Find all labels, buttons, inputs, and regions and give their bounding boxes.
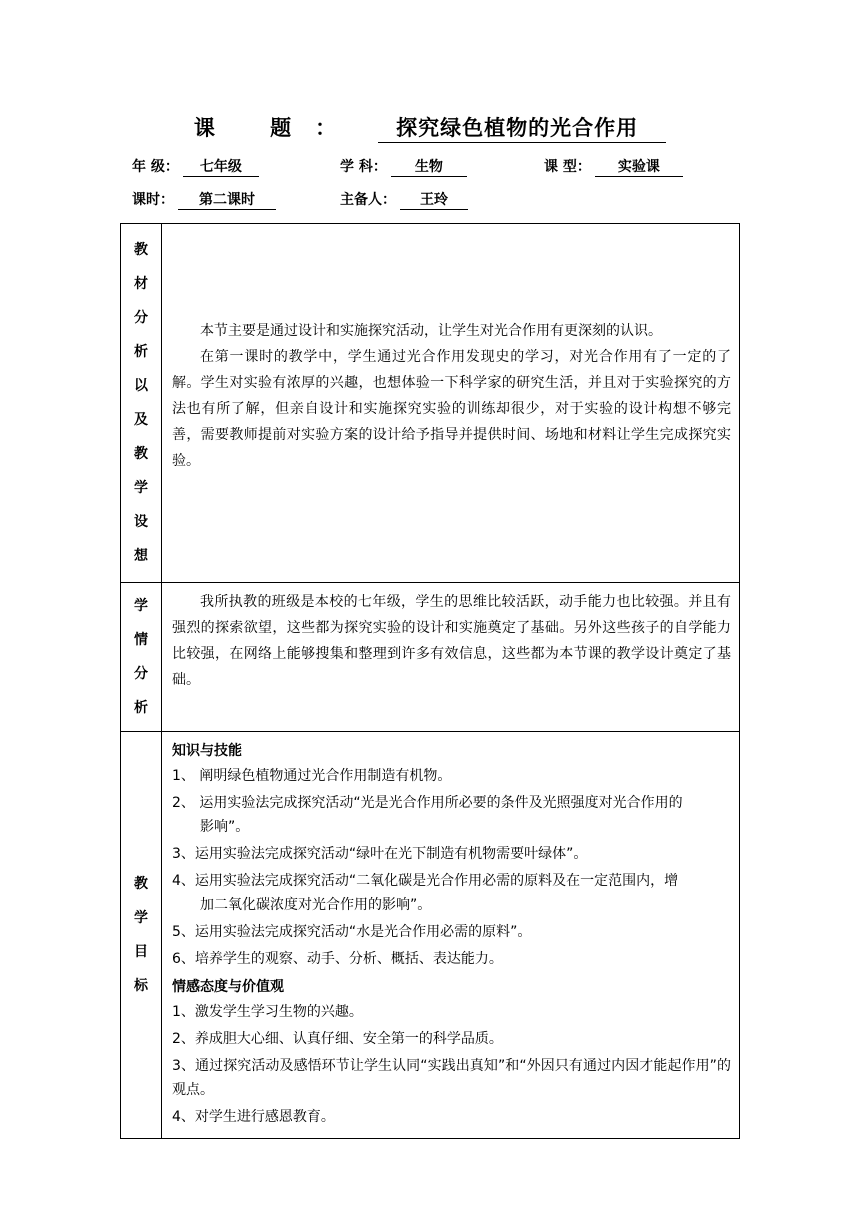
side-char: 分 bbox=[134, 666, 148, 682]
goal-item bbox=[172, 791, 731, 839]
grade-label: 年 级： bbox=[132, 159, 179, 175]
side-char: 及 bbox=[134, 412, 148, 428]
preparer-value: 王玲 bbox=[400, 189, 468, 210]
goal-item: 2、养成胆大心细、认真仔细、安全第一的科学品质。 bbox=[172, 1031, 503, 1047]
period-field bbox=[132, 189, 276, 210]
goals-side-label bbox=[121, 732, 162, 1139]
period-label: 课时： bbox=[132, 192, 174, 208]
goal-item: 4、对学生进行感恩教育。 bbox=[172, 1109, 335, 1125]
goal-item: 5、运用实验法完成探究活动“水是光合作用必需的原料”。 bbox=[172, 924, 532, 940]
side-char: 学 bbox=[134, 598, 148, 614]
knowledge-heading: 知识与技能 bbox=[172, 743, 242, 759]
analysis-row bbox=[121, 224, 740, 583]
side-char: 分 bbox=[134, 310, 148, 326]
goal-item-line: 4、运用实验法完成探究活动“二氧化碳是光合作用必需的原料及在一定范围内，增 bbox=[172, 873, 679, 889]
side-char: 教 bbox=[134, 242, 148, 258]
students-paragraph: 我所执教的班级是本校的七年级，学生的思维比较活跃，动手能力也比较强。并且有强烈的探索欲望，这些都为探究实验的设计和实施奠定了基础。另外这些孩子的自学能力比较强，在网络上能够搜集和整理到许多有效信息，这些都为本节课的教学设计奠定了基础。 bbox=[172, 594, 731, 688]
side-char: 析 bbox=[134, 700, 148, 716]
title-value: 探究绿色植物的光合作用 bbox=[378, 112, 666, 143]
goal-item: 1、激发学生学习生物的兴趣。 bbox=[172, 1004, 363, 1020]
goal-item: 1、 阐明绿色植物通过光合作用制造有机物。 bbox=[172, 768, 452, 784]
side-char: 情 bbox=[134, 632, 148, 648]
side-char: 教 bbox=[134, 876, 148, 892]
attitude-heading: 情感态度与价值观 bbox=[172, 979, 284, 995]
side-char: 以 bbox=[134, 378, 148, 394]
side-char: 教 bbox=[134, 446, 148, 462]
preparer-field bbox=[340, 189, 468, 210]
side-char: 学 bbox=[134, 910, 148, 926]
grade-field bbox=[132, 156, 259, 177]
subject-value: 生物 bbox=[391, 156, 467, 177]
analysis-paragraph: 在第一课时的教学中，学生通过光合作用发现史的学习，对光合作用有了一定的了解。学生对实验有浓厚的兴趣，也想体验一下科学家的研究生活，并且对于实验探究的方法也有所了解，但亲自设计和实施探究实验的训练却很少，对于实验的设计构想不够完善，需要教师提前对实验方案的设计给予指导并提供时间、场地和材料让学生完成探究实验。 bbox=[172, 349, 731, 469]
analysis-side-label bbox=[121, 224, 162, 583]
side-char: 设 bbox=[134, 514, 148, 530]
goals-content bbox=[162, 732, 740, 1139]
students-row bbox=[121, 583, 740, 732]
students-content bbox=[162, 583, 740, 732]
title-label: 课 题： bbox=[193, 116, 361, 140]
side-char: 目 bbox=[134, 944, 148, 960]
preparer-label: 主备人： bbox=[340, 192, 396, 208]
type-value: 实验课 bbox=[595, 156, 683, 177]
goal-item bbox=[172, 869, 731, 917]
goal-item: 3、运用实验法完成探究活动“绿叶在光下制造有机物需要叶绿体”。 bbox=[172, 846, 588, 862]
subject-label: 学 科： bbox=[340, 159, 387, 175]
goal-item: 3、通过探究活动及感悟环节让学生认同“实践出真知”和“外因只有通过内因才能起作用”的观点。 bbox=[172, 1058, 731, 1098]
students-side-label bbox=[121, 583, 162, 732]
analysis-paragraph: 本节主要是通过设计和实施探究活动，让学生对光合作用有更深刻的认识。 bbox=[200, 323, 662, 339]
goals-row bbox=[121, 732, 740, 1139]
side-char: 材 bbox=[134, 276, 148, 292]
goal-item-line: 影响”。 bbox=[200, 819, 250, 835]
analysis-content bbox=[162, 224, 740, 583]
side-char: 想 bbox=[134, 548, 148, 564]
goal-item: 6、培养学生的观察、动手、分析、概括、表达能力。 bbox=[172, 951, 503, 967]
type-field bbox=[544, 156, 683, 177]
side-char: 析 bbox=[134, 344, 148, 360]
subject-field bbox=[340, 156, 467, 177]
grade-value: 七年级 bbox=[183, 156, 259, 177]
goal-item-line: 加二氧化碳浓度对光合作用的影响”。 bbox=[200, 897, 432, 913]
lesson-plan-table bbox=[120, 223, 740, 1139]
side-char: 标 bbox=[134, 978, 148, 994]
type-label: 课 型： bbox=[544, 159, 591, 175]
side-char: 学 bbox=[134, 480, 148, 496]
period-value: 第二课时 bbox=[178, 189, 276, 210]
goal-item-line: 2、 运用实验法完成探究活动“光是光合作用所必要的条件及光照强度对光合作用的 bbox=[172, 795, 683, 811]
page-title bbox=[0, 112, 860, 143]
